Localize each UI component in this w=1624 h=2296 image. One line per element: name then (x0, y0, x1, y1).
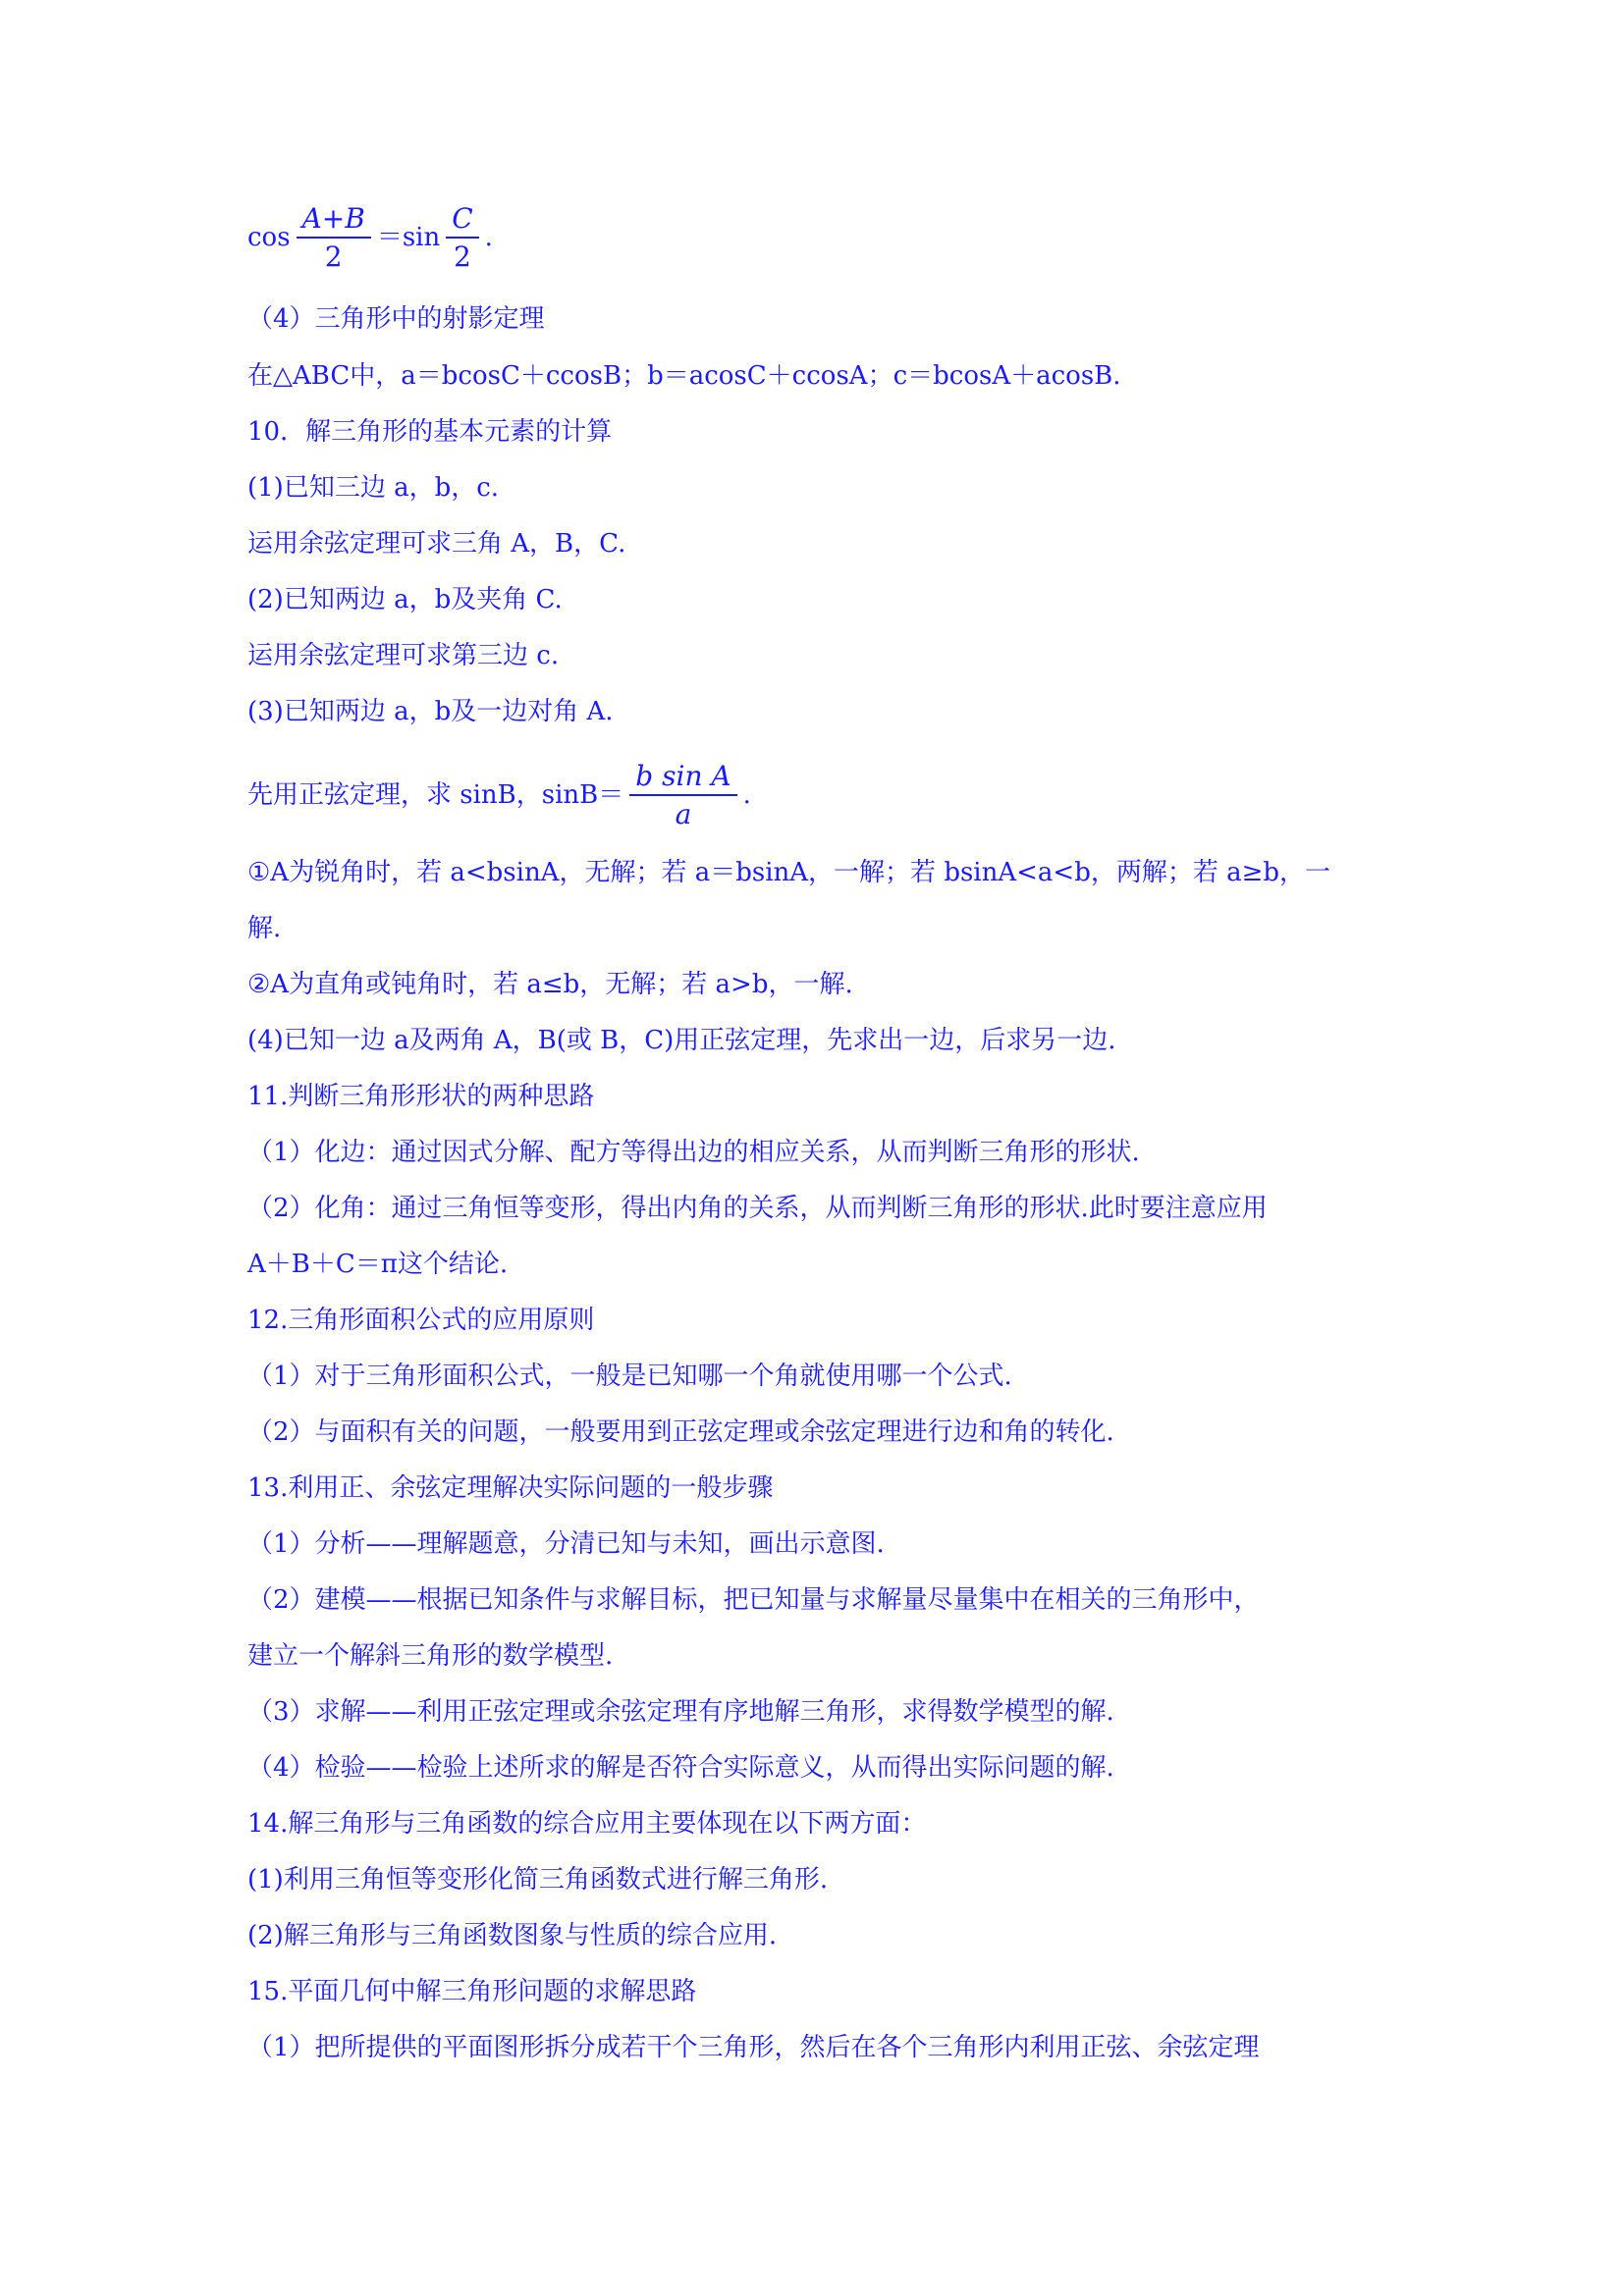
text-line: （1）分析——理解题意，分清已知与未知，画出示意图. (247, 1529, 885, 1559)
text-line: （4）三角形中的射影定理 (247, 304, 545, 334)
text-line: 15.平面几何中解三角形问题的求解思路 (247, 1977, 697, 2006)
text-line: （3）求解——利用正弦定理或余弦定理有序地解三角形，求得数学模型的解. (247, 1697, 1114, 1727)
fraction: $\frac{C}{2}$ (446, 201, 478, 276)
text-line: （2）建模——根据已知条件与求解目标，把已知量与求解量尽量集中在相关的三角形中， (247, 1585, 1260, 1615)
text-line: 运用余弦定理可求三角 A，B，C. (247, 529, 626, 559)
fraction: $\frac{A+B}{2}$ (297, 201, 371, 276)
text-line: (3)已知两边 a，b及一边对角 A. (247, 697, 614, 726)
text-line: 10．解三角形的基本元素的计算 (247, 417, 613, 447)
text-line: ①A为锐角时，若 a<bsinA，无解；若 a＝bsinA，一解；若 bsinA<a<b，两解；若 a≥b，一 (247, 858, 1331, 887)
text-line: (1)利用三角恒等变形化简三角函数式进行解三角形. (247, 1865, 829, 1895)
text-line: 运用余弦定理可求第三边 c. (247, 641, 560, 670)
fraction: $\frac{\text{b sin A}}{a}$ (629, 759, 736, 833)
text-line: （4）检验——检验上述所求的解是否符合实际意义，从而得出实际问题的解. (247, 1753, 1114, 1783)
text-line: ②A为直角或钝角时，若 a≤b，无解；若 a>b，一解. (247, 970, 853, 999)
text-line: （1）把所提供的平面图形拆分成若干个三角形，然后在各个三角形内利用正弦、余弦定理 (247, 2033, 1260, 2062)
text-line: (4)已知一边 a及两角 A，B(或 B，C)用正弦定理，先求出一边，后求另一边. (247, 1026, 1116, 1055)
text-line: 解. (247, 914, 282, 943)
text-line: 12.三角形面积公式的应用原则 (247, 1306, 595, 1335)
text-line: (1)已知三边 a，b，c. (247, 473, 500, 503)
text-line: 在△ABC中，a＝bcosC＋ccosB；b＝acosC＋ccosA；c＝bcosA＋acosB. (247, 361, 1121, 391)
text-line: (2)解三角形与三角函数图象与性质的综合应用. (247, 1921, 778, 1950)
text-line: （1）对于三角形面积公式，一般是已知哪一个角就使用哪一个公式. (247, 1362, 1012, 1391)
text-line: (2)已知两边 a，b及夹角 C. (247, 585, 563, 614)
text-line: 11.判断三角形形状的两种思路 (247, 1082, 595, 1111)
text-line: （2）化角：通过三角恒等变形，得出内角的关系，从而判断三角形的形状.此时要注意应用 (247, 1194, 1268, 1223)
text-line: cos $\frac{A+B}{2}$ ＝sin $\frac{C}{2}$ . (247, 201, 493, 276)
text-line: 先用正弦定理，求 sinB，sinB＝ $\frac{\text{b sin A}}{a}$ . (247, 759, 751, 833)
text-line: （2）与面积有关的问题，一般要用到正弦定理或余弦定理进行边和角的转化. (247, 1417, 1114, 1447)
text-line: （1）化边：通过因式分解、配方等得出边的相应关系，从而判断三角形的形状. (247, 1138, 1140, 1167)
text-line: 建立一个解斜三角形的数学模型. (247, 1641, 614, 1671)
text-line: A＋B＋C＝π这个结论. (247, 1250, 509, 1279)
text-line: 14.解三角形与三角函数的综合应用主要体现在以下两方面： (247, 1809, 927, 1839)
text-line: 13.利用正、余弦定理解决实际问题的一般步骤 (247, 1473, 774, 1503)
